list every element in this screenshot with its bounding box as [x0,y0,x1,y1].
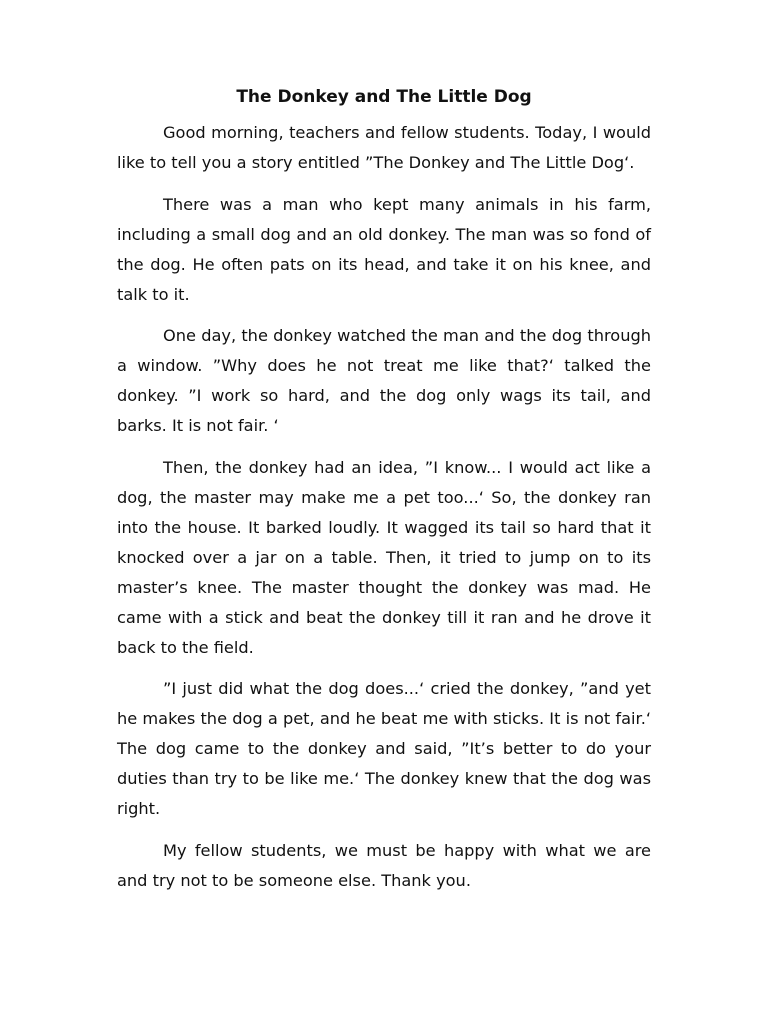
paragraph-4: Then, the donkey had an idea, ”I know... I would act like a dog, the master may make me a pet too...‘ So, the donkey ran into the house. It barked loudly. It wagged its tail so hard that it knocked over a jar on a table. Then, it tried to jump on to its master’s knee. The master thought the donkey was mad. He came with a stick and beat the donkey till it ran and he drove it back to the field. [117,458,651,657]
paragraph-6: My fellow students, we must be happy with what we are and try not to be someone else. Thank you. [117,840,651,890]
paragraph-3: One day, the donkey watched the man and the dog through a window. ”Why does he not treat me like that?‘ talked the donkey. ”I work so hard, and the dog only wags its tail, and barks. It is not fair. ‘ [117,326,651,436]
document-title: The Donkey and The Little Dog [236,87,532,107]
paragraph-2: There was a man who kept many animals in his farm, including a small dog and an old donkey. The man was so fond of the dog. He often pats on its head, and take it on his knee, and talk to it. [117,194,651,304]
paragraph-1: Good morning, teachers and fellow students. Today, I would like to tell you a story entitled ”The Donkey and The Little Dog‘. [117,123,651,172]
paragraph-5: ”I just did what the dog does...‘ cried the donkey, ”and yet he makes the dog a pet, and he beat me with sticks. It is not fair.‘ The dog came to the donkey and said, ”It’s better to do your duties than try to be like me.‘ The donkey knew that the dog was right. [117,679,651,819]
document-page [117,84,651,896]
